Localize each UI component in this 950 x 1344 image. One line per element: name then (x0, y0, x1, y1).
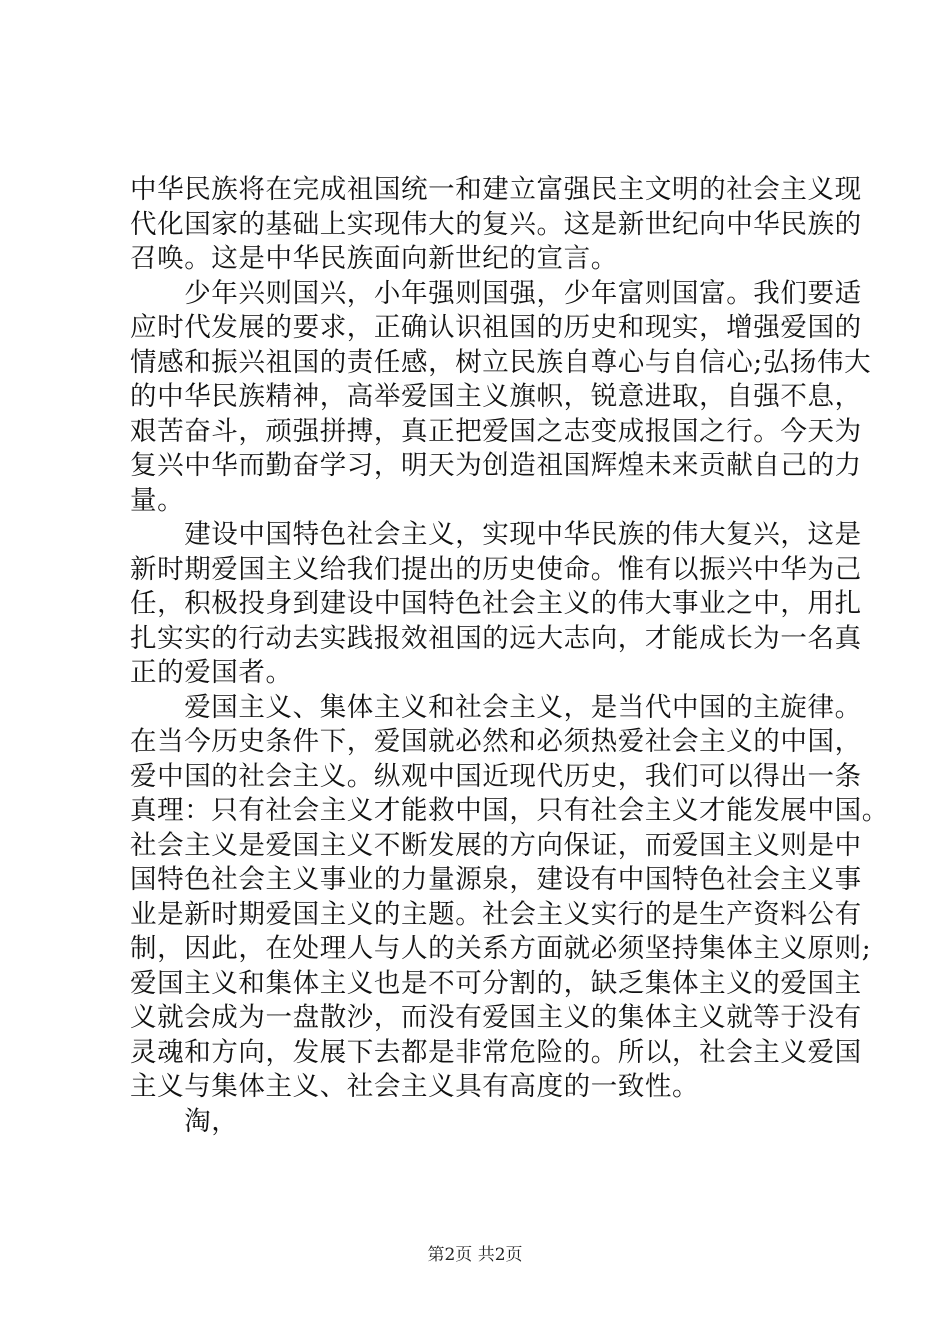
text-line: 召唤。这是中华民族面向新世纪的宣言。 (130, 243, 618, 274)
text-line: 应时代发展的要求，正确认识祖国的历史和现实，增强爱国的 (130, 312, 862, 343)
text-line: 灵魂和方向，发展下去都是非常危险的。所以，社会主义爱国 (130, 1036, 862, 1068)
text-line: 新时期爱国主义给我们提出的历史使命。惟有以振兴中华为己 (130, 553, 862, 585)
text-line: 淘， (130, 1105, 239, 1137)
text-line: 义就会成为一盘散沙，而没有爱国主义的集体主义就等于没有 (130, 1002, 862, 1033)
text-line: 复兴中华而勤奋学习，明天为创造祖国辉煌未来贡献自己的力 (130, 450, 862, 481)
text-line: 真理：只有社会主义才能救中国，只有社会主义才能发展中国。 (130, 795, 889, 826)
text-line: 业是新时期爱国主义的主题。社会主义实行的是生产资料公有 (130, 898, 862, 930)
text-line: 正的爱国者。 (130, 657, 293, 688)
text-line: 少年兴则国兴，小年强则国强，少年富则国富。我们要适 (130, 277, 862, 309)
body-text (130, 173, 889, 1139)
text-line: 爱国主义和集体主义也是不可分割的，缺乏集体主义的爱国主 (130, 967, 862, 999)
text-line: 在当今历史条件下，爱国就必然和必须热爱社会主义的中国， (130, 726, 862, 757)
text-line: 艰苦奋斗，顽强拼搏，真正把爱国之志变成报国之行。今天为 (130, 415, 862, 447)
text-line: 任，积极投身到建设中国特色社会主义的伟大事业之中，用扎 (130, 588, 862, 619)
text-line: 社会主义是爱国主义不断发展的方向保证，而爱国主义则是中 (130, 829, 862, 861)
text-line: 中华民族将在完成祖国统一和建立富强民主文明的社会主义现 (130, 174, 862, 205)
text-line: 制，因此，在处理人与人的关系方面就必须坚持集体主义原则; (130, 933, 872, 964)
text-line: 扎实实的行动去实践报效祖国的远大志向，才能成长为一名真 (130, 622, 862, 654)
text-line: 情感和振兴祖国的责任感，树立民族自尊心与自信心;弘扬伟大 (130, 346, 872, 378)
text-line: 爱国主义、集体主义和社会主义，是当代中国的主旋律。 (130, 691, 862, 723)
text-line: 主义与集体主义、社会主义具有高度的一致性。 (130, 1071, 700, 1102)
text-line: 代化国家的基础上实现伟大的复兴。这是新世纪向中华民族的 (130, 208, 862, 240)
text-line: 建设中国特色社会主义，实现中华民族的伟大复兴，这是 (130, 519, 862, 550)
text-line: 量。 (130, 484, 185, 516)
text-line: 爱中国的社会主义。纵观中国近现代历史，我们可以得出一条 (130, 760, 862, 792)
text-line: 的中华民族精神，高举爱国主义旗帜，锐意进取，自强不息， (130, 381, 862, 412)
page-footer: 第2页 共2页 (427, 1245, 523, 1265)
text-line: 国特色社会主义事业的力量源泉，建设有中国特色社会主义事 (130, 864, 862, 895)
